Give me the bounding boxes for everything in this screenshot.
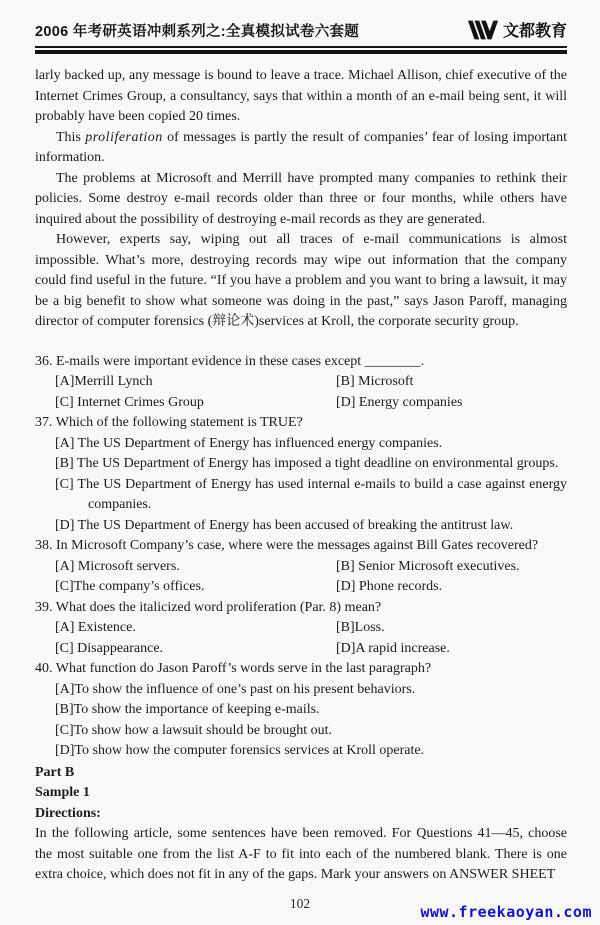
answer-option: [D] The US Department of Energy has been accused of breaking the antitrust law. bbox=[55, 517, 514, 533]
question-text: E-mails were important evidence in these cases except ________. bbox=[56, 353, 425, 369]
answer-option: [C]The company’s offices. bbox=[55, 579, 205, 594]
question-number: 38. bbox=[35, 538, 56, 553]
answer-option: [D]A rapid increase. bbox=[336, 640, 450, 656]
answer-option: [B] Senior Microsoft executives. bbox=[336, 558, 520, 574]
question-number: 40. bbox=[35, 661, 56, 676]
wendu-logo bbox=[467, 18, 567, 41]
answer-option: [A]To show the influence of one’s past on his present behaviors. bbox=[55, 681, 416, 697]
header-divider bbox=[35, 46, 567, 54]
option-row bbox=[35, 557, 567, 578]
option-row bbox=[35, 372, 567, 393]
answer-option: [A] The US Department of Energy has influenced energy companies. bbox=[55, 435, 443, 451]
text-segment: However, experts say, wiping out all traces of e-mail communications is almost impossible. What’s more, destroying records may wipe out information that the company could find useful in the future. “If you have a problem and you want to bring a lawsuit, it may be a big benefit to show what someone was doing in the past,” says Jason Paroff, managing director of computer forensics (辩论术)services at Kroll, the corporate security group. bbox=[35, 232, 567, 329]
answer-option: [B] Microsoft bbox=[336, 374, 414, 389]
answer-option: [A] Existence. bbox=[55, 620, 136, 635]
page-header bbox=[35, 10, 567, 46]
answer-option: [B]To show the importance of keeping e-mails. bbox=[55, 702, 320, 717]
answer-option: [C]To show how a lawsuit should be brought out. bbox=[55, 722, 333, 738]
answer-option: [D] Phone records. bbox=[336, 579, 443, 594]
question-text: In Microsoft Company’s case, where were the messages against Bill Gates recovered? bbox=[56, 538, 539, 553]
question-number: 36. bbox=[35, 353, 56, 369]
question-number: 39. bbox=[35, 599, 56, 615]
question-number: 37. bbox=[35, 415, 56, 430]
text-segment: larly backed up, any message is bound to leave a trace. Michael Allison, chief executive of the Internet Crimes Group, a consultancy, says that within a month of an e-mail being sent, it will probably have been copied 20 times. bbox=[35, 68, 567, 124]
passage-paragraph bbox=[35, 66, 567, 128]
option-row bbox=[35, 393, 567, 414]
page-body bbox=[35, 66, 567, 886]
answer-option: [A]Merrill Lynch bbox=[55, 374, 153, 389]
sample-heading: Sample 1 bbox=[35, 785, 90, 800]
wendu-logo-icon bbox=[467, 20, 499, 40]
answer-option: [B] The US Department of Energy has imposed a tight deadline on environmental groups. bbox=[55, 456, 559, 471]
answer-option: [B]Loss. bbox=[336, 620, 385, 635]
question-text: What function do Jason Paroff’s words serve in the last paragraph? bbox=[55, 661, 432, 676]
passage-paragraph bbox=[35, 128, 567, 169]
reading-passage bbox=[35, 66, 567, 333]
page-number: 102 bbox=[289, 896, 311, 911]
question-text: Which of the following statement is TRUE? bbox=[55, 415, 303, 430]
question-stem bbox=[35, 598, 567, 619]
question-stem bbox=[35, 536, 567, 557]
question-37 bbox=[35, 413, 567, 536]
watermark-url: www.freekaoyan.com bbox=[420, 903, 592, 921]
text-segment: The problems at Microsoft and Merrill have prompted many companies to rethink their policies. Some destroy e-mail records older than three or four months, while others have inquired about the possibility of destroying e-mail records as they are generated. bbox=[35, 170, 567, 227]
question-40 bbox=[35, 659, 567, 762]
answer-option: [C] The US Department of Energy has used internal e-mails to build a case against energy companies. bbox=[55, 476, 567, 512]
question-39 bbox=[35, 598, 567, 660]
answer-option: [C] Disappearance. bbox=[55, 640, 164, 656]
passage-paragraph bbox=[35, 230, 567, 333]
question-text: What does the italicized word proliferation (Par. 8) mean? bbox=[55, 599, 382, 615]
option-row bbox=[35, 577, 567, 598]
passage-paragraph bbox=[35, 169, 567, 231]
answer-option: [C] Internet Crimes Group bbox=[55, 394, 204, 410]
part-b-section bbox=[35, 763, 567, 886]
text-segment: of messages is partly the result of companies’ fear of losing important information. bbox=[35, 129, 568, 165]
question-36 bbox=[35, 352, 567, 414]
answer-option: [A] Microsoft servers. bbox=[55, 558, 180, 574]
question-38 bbox=[35, 536, 567, 598]
answer-option: [D]To show how the computer forensics services at Kroll operate. bbox=[55, 743, 425, 758]
question-stem bbox=[35, 413, 567, 434]
directions-text: In the following article, some sentences have been removed. For Questions 41—45, choose the most suitable one from the list A-F to fit into each of the numbered blank. There is one extra choice, which does not fit in any of the gaps. Mark your answers on ANSWER SHEET bbox=[35, 826, 567, 882]
question-stem bbox=[35, 352, 567, 373]
question-list bbox=[35, 352, 567, 762]
wendu-logo-text: 文都教育 bbox=[502, 23, 567, 40]
option-row bbox=[35, 639, 567, 660]
divider-thick-line bbox=[35, 50, 567, 54]
directions-label: Directions: bbox=[35, 805, 101, 821]
question-stem bbox=[35, 659, 567, 680]
option-row bbox=[35, 618, 567, 639]
text-segment: This bbox=[56, 129, 86, 145]
header-title: 2006 年考研英语冲刺系列之:全真模拟试卷六套题 bbox=[35, 24, 360, 40]
answer-option: [D] Energy companies bbox=[336, 394, 463, 410]
part-b-heading: Part B bbox=[35, 764, 75, 780]
divider-thin-line bbox=[35, 46, 567, 48]
italic-term: proliferation bbox=[85, 129, 163, 145]
